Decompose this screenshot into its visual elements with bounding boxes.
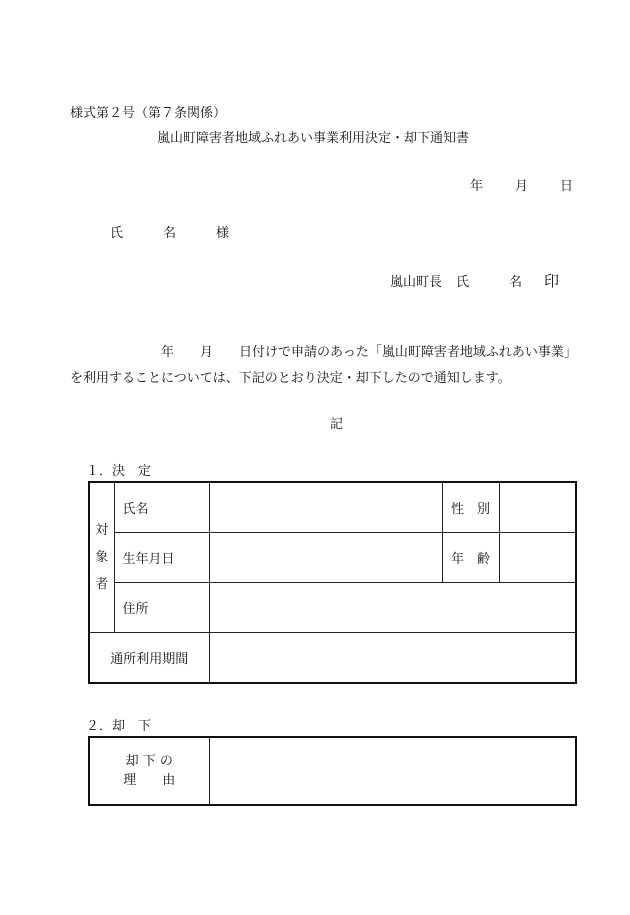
birth-field[interactable] <box>209 533 442 583</box>
day-label: 日 <box>560 179 574 194</box>
subject-char: 象 <box>95 550 109 565</box>
age-label: 年 齢 <box>442 533 499 583</box>
reason-label <box>89 737 209 805</box>
body-text <box>70 340 580 392</box>
gender-field[interactable] <box>499 482 576 533</box>
subject-char: 者 <box>95 577 109 592</box>
seal-mark: 印 <box>544 272 560 290</box>
gender-label: 性 別 <box>442 482 499 533</box>
addressee-shi: 氏 <box>110 226 124 241</box>
issuer-title: 嵐山町長 <box>390 275 443 290</box>
table-row <box>89 533 576 583</box>
section-2-heading: ２．却 下 <box>86 719 152 734</box>
table-row <box>89 482 576 533</box>
reason-label-line-1: 却 下 の <box>125 754 173 769</box>
issuer <box>390 270 559 291</box>
name-field[interactable] <box>209 482 442 533</box>
section-1-heading: １．決 定 <box>86 464 152 479</box>
date-line <box>470 175 573 194</box>
addressee <box>110 222 229 241</box>
year-label: 年 <box>470 179 484 194</box>
month-label: 月 <box>515 179 529 194</box>
subject-char: 対 <box>95 523 109 538</box>
birth-label: 生年月日 <box>114 533 209 583</box>
table-row <box>89 633 576 684</box>
name-label: 氏名 <box>114 482 209 533</box>
rejection-table <box>88 736 577 806</box>
issuer-mei: 名 <box>509 275 523 290</box>
addressee-mei: 名 <box>163 226 177 241</box>
document-title: 嵐山町障害者地域ふれあい事業利用決定・却下通知書 <box>157 131 470 146</box>
form-id: 様式第２号（第７条関係） <box>70 106 227 121</box>
ki-heading: 記 <box>330 417 344 432</box>
body-paragraph: 年 月 日付けで申請のあった「嵐山町障害者地域ふれあい事業」を利用することについては、下記のとおり決定・却下したので通知します。 <box>70 345 577 386</box>
period-field[interactable] <box>209 633 576 684</box>
issuer-shi: 氏 <box>456 275 470 290</box>
period-label: 通所利用期間 <box>89 633 209 684</box>
age-field[interactable] <box>499 533 576 583</box>
address-label: 住所 <box>114 583 209 633</box>
table-row <box>89 737 576 805</box>
body-indent <box>70 345 161 360</box>
address-field[interactable] <box>209 583 576 633</box>
reason-field[interactable] <box>209 737 576 805</box>
reason-label-line-2: 理 由 <box>123 773 176 788</box>
decision-table <box>88 481 577 684</box>
addressee-sama: 様 <box>216 226 230 241</box>
subject-label <box>89 482 114 633</box>
table-row <box>89 583 576 633</box>
